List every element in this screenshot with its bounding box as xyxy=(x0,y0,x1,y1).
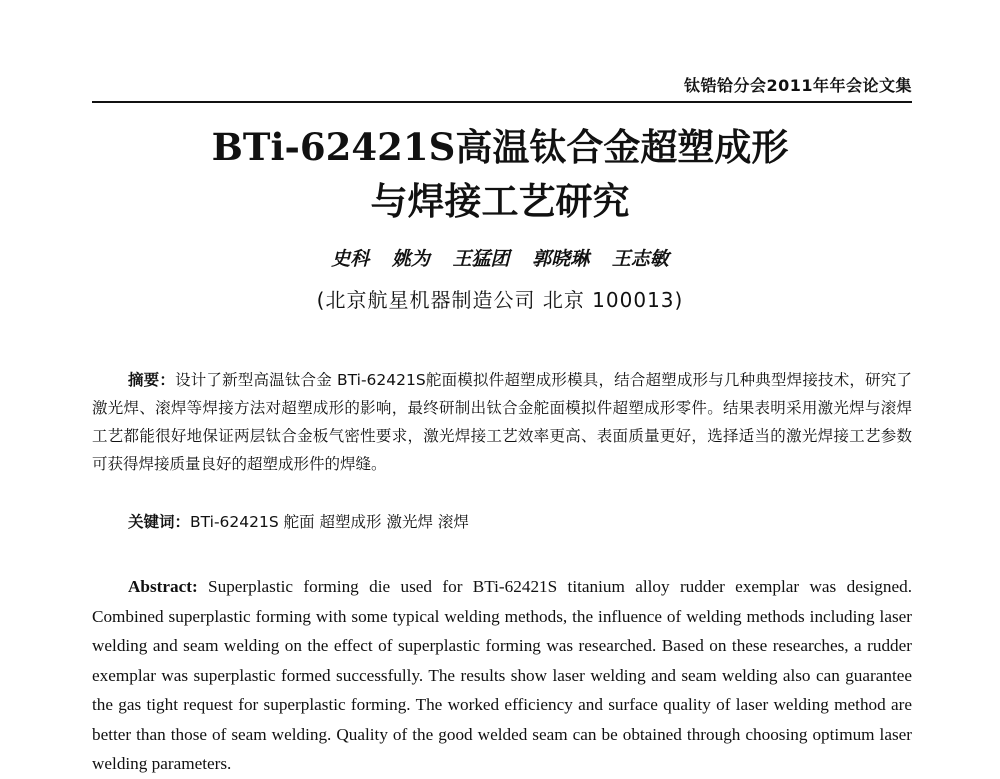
paper-title-line-1: BTi-62421S高温钛合金超塑成形 xyxy=(211,125,789,169)
chinese-abstract-label: 摘要： xyxy=(128,371,176,389)
english-abstract xyxy=(92,572,912,779)
running-header: 钛锆铪分会2011年年会论文集 xyxy=(683,76,912,95)
english-abstract-text: Superplastic forming die used for BTi-62421S titanium alloy rudder exemplar was designed. Combined superplastic forming with some typical welding methods, the influence of welding methods including laser welding and seam welding on the effect of superplastic forming was researched. Based on these researches, a rudder exemplar was superplastic formed successfully. The results show laser welding and seam welding also can guarantee the gas tight request for superplastic forming. The worked efficiency and surface quality of laser welding method are better than those of seam welding. Quality of the good welded seam can be obtained through choosing optimum laser welding parameters. xyxy=(92,577,912,773)
author-list: 史科 姚为 王猛团 郭晓琳 王志敏 xyxy=(331,248,669,270)
chinese-abstract xyxy=(92,366,912,478)
chinese-abstract-text: 设计了新型高温钛合金 BTi-62421S舵面模拟件超塑成形模具，结合超塑成形与几种典型焊接技术，研究了激光焊、滚焊等焊接方法对超塑成形的影响，最终研制出钛合金舵面模拟件超塑成形零件。结果表明采用激光焊与滚焊工艺都能很好地保证两层钛合金板气密性要求，激光焊接工艺效率更高、表面质量更好，选择适当的激光焊接工艺参数可获得焊接质量良好的超塑成形件的焊缝。 xyxy=(92,371,912,473)
affiliation: (北京航星机器制造公司 北京 100013) xyxy=(316,288,684,312)
paper-title-line-2: 与焊接工艺研究 xyxy=(370,179,630,223)
header-rule xyxy=(92,101,912,103)
keywords-label: 关键词： xyxy=(128,513,191,531)
english-abstract-label: Abstract: xyxy=(128,577,198,596)
keywords-text: BTi-62421S 舵面 超塑成形 激光焊 滚焊 xyxy=(190,513,469,531)
paper-title xyxy=(0,120,1000,228)
chinese-keywords xyxy=(128,508,912,536)
